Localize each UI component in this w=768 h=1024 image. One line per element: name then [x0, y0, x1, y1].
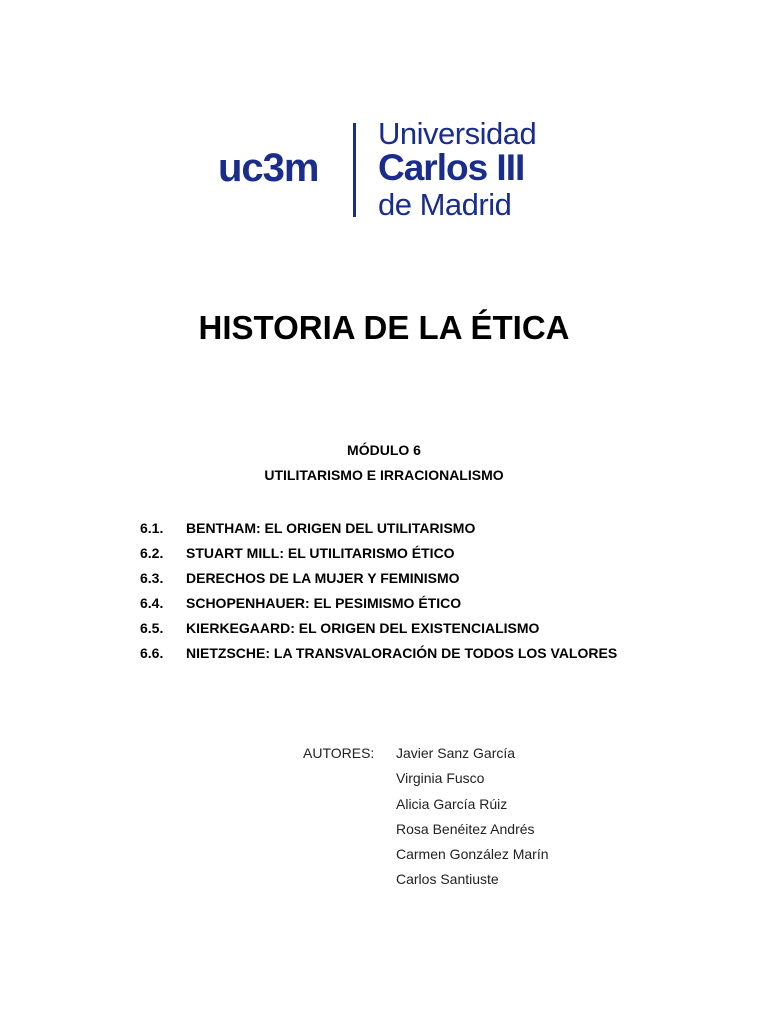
authors-list [396, 741, 549, 893]
toc-item [140, 591, 653, 616]
toc-item [140, 541, 653, 566]
university-logo [218, 118, 558, 222]
module-subtitle: UTILITARISMO E IRRACIONALISMO [264, 467, 504, 483]
authors-label: AUTORES: [303, 745, 375, 761]
author-name: Javier Sanz García [396, 745, 516, 761]
toc-item [140, 641, 653, 666]
logo-line-2: Carlos III [378, 147, 525, 188]
toc-item-number: 6.1. [140, 520, 164, 536]
toc-item [140, 566, 653, 591]
toc-item-title: NIETZSCHE: LA TRANSVALORACIÓN DE TODOS LOS VALORES [186, 645, 618, 661]
author-name: Carmen González Marín [396, 846, 549, 863]
module-label: MÓDULO 6 [347, 442, 421, 458]
logo-full-name [378, 118, 536, 220]
toc-item-title: DERECHOS DE LA MUJER Y FEMINISMO [186, 570, 460, 586]
author-name: Rosa Benéitez Andrés [396, 820, 535, 837]
logo-short-name: uc3m [218, 146, 319, 190]
author-name: Carlos Santiuste [396, 871, 499, 888]
toc-item-number: 6.6. [140, 645, 164, 661]
author-name: Virginia Fusco [396, 770, 485, 787]
toc-item-number: 6.2. [140, 545, 164, 561]
logo-line-3: de Madrid [378, 187, 512, 222]
logo-line-1: Universidad [378, 116, 537, 151]
logo-divider [353, 123, 356, 217]
author-name: Alicia García Rúiz [396, 795, 508, 812]
toc-item-title: SCHOPENHAUER: EL PESIMISMO ÉTICO [186, 595, 462, 611]
toc-item [140, 516, 653, 541]
toc-item-number: 6.5. [140, 620, 164, 636]
table-of-contents [140, 516, 653, 666]
toc-item-number: 6.3. [140, 570, 164, 586]
document-title: HISTORIA DE LA ÉTICA [198, 309, 570, 346]
toc-item-title: KIERKEGAARD: EL ORIGEN DEL EXISTENCIALISMO [186, 620, 540, 636]
toc-item-number: 6.4. [140, 595, 164, 611]
toc-item-title: BENTHAM: EL ORIGEN DEL UTILITARISMO [186, 520, 476, 536]
toc-item [140, 616, 653, 641]
toc-item-title: STUART MILL: EL UTILITARISMO ÉTICO [186, 545, 455, 561]
